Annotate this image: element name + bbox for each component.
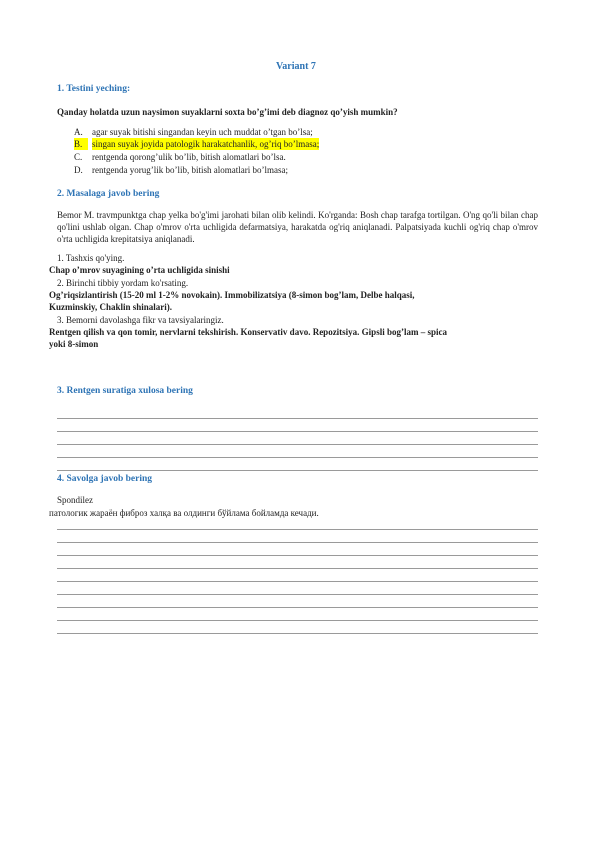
task-2: 2. Birinchi tibbiy yordam ko'rsating. <box>57 278 189 288</box>
answer-line <box>57 457 538 458</box>
answer-1: Chap o’mrov suyagining o’rta uchligida sinishi <box>49 265 230 275</box>
section4-question: Spondilez <box>57 495 93 505</box>
answer-line <box>57 633 538 634</box>
case-text: Bemor M. travmpunktga chap yelka bo'g'imi jarohati bilan olib kelindi. Ko'rganda: Bosh chap tarafga tortilgan. O'ng qo'li bilan chap qo'lini ushlab olgan. Chap o'mrov o'rta uchligida defarmatsiya, harakatda og'riq aniqlanadi. Palpatsiyada kuchli og'riq chap o'mrov o'rta uchligida krepitatsiya aniqlanadi. <box>57 210 538 244</box>
answer-line <box>57 568 538 569</box>
option-letter: B. <box>74 138 88 150</box>
option-text: rentgenda yorug’lik bo’lib, bitish alomatlari bo’lmasa; <box>92 165 288 175</box>
option-letter: A. <box>74 127 83 137</box>
answer-line <box>57 470 538 471</box>
answer-line <box>57 418 538 419</box>
option-letter: D. <box>74 165 83 175</box>
task-3: 3. Bemorni davolashga fikr va tavsiyalaringiz. <box>57 315 224 325</box>
answer-3-line-2: yoki 8-simon <box>49 339 99 349</box>
option-letter: C. <box>74 152 83 162</box>
answer-line <box>57 581 538 582</box>
section1-heading: 1. Testini yeching: <box>57 84 131 94</box>
option-text: singan suyak joyida patologik harakatchanlik, og’riq bo’lmasa; <box>92 139 320 149</box>
task-1: 1. Tashxis qo'ying. <box>57 253 125 263</box>
answer-line <box>57 444 538 445</box>
section1-question: Qanday holatda uzun naysimon suyaklarni soxta bo’g’imi deb diagnoz qo’yish mumkin? <box>57 107 398 117</box>
section3-heading: 3. Rentgen suratiga xulosa bering <box>57 386 193 396</box>
option-text: agar suyak bitishi singandan keyin uch muddat o’tgan bo’lsa; <box>92 127 313 137</box>
answer-line <box>57 431 538 432</box>
answer-line <box>57 555 538 556</box>
section2-heading: 2. Masalaga javob bering <box>57 189 160 199</box>
answer-line <box>57 529 538 530</box>
answer-2-line-2: Kuzminskiy, Chaklin shinalari). <box>49 302 173 312</box>
option-text: rentgenda qorong’ulik bo’lib, bitish alomatlari bo’lsa. <box>92 152 286 162</box>
section4-answer: патологик жараён фиброз халқа ва олдинги бўйлама бойламда кечади. <box>49 508 319 518</box>
answer-line <box>57 620 538 621</box>
answer-line <box>57 607 538 608</box>
answer-line <box>57 594 538 595</box>
answer-line <box>57 542 538 543</box>
variant-title: Variant 7 <box>276 61 316 72</box>
answer-3-line-1: Rentgen qilish va qon tomir, nervlarni tekshirish. Konservativ davo. Repozitsiya. Gipsli bog’lam – spica <box>49 327 447 337</box>
answer-2-line-1: Og’riqsizlantirish (15-20 ml 1-2% novokain). Immobilizatsiya (8-simon bog’lam, Delbe halqasi, <box>49 290 415 300</box>
section4-heading: 4. Savolga javob bering <box>57 474 153 484</box>
